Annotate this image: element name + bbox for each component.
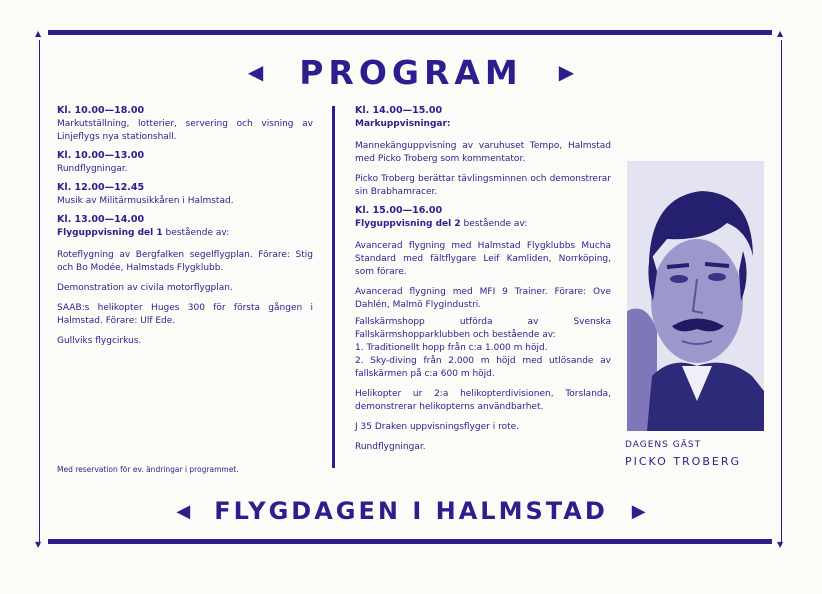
bottom-bar [48, 539, 772, 544]
program-block [355, 104, 611, 131]
block-heading: Markuppvisningar: [355, 119, 451, 129]
list-item: Gullviks flygcirkus. [57, 336, 142, 346]
corner-tick-icon: ▼ [35, 540, 42, 549]
portrait-illustration [627, 161, 764, 431]
program-block [355, 204, 611, 231]
right-frame-line [781, 40, 782, 545]
block-heading: Flyguppvisning del 1 [57, 228, 163, 238]
guest-photo [627, 161, 764, 431]
program-block [57, 213, 313, 240]
footer-title: FLYGDAGEN I HALMSTAD [214, 497, 608, 525]
list-item: Rundflygningar. [355, 442, 426, 452]
program-block [57, 149, 313, 176]
list-item: SAAB:s helikopter Huges 300 för första gången i Halmstad. Förare: Ulf Ede. [57, 303, 313, 326]
time-label: Kl. 15.00—16.00 [355, 205, 443, 216]
left-column [57, 104, 313, 355]
list-item: Avancerad flygning med Halmstad Flygklubbs Mucha Standard med fältflygare Leif Kamliden, Norrköping, som förare. [355, 241, 611, 277]
left-frame-line [39, 40, 40, 545]
block-heading: Flyguppvisning del 2 [355, 219, 461, 229]
arrow-right-icon: ▶ [558, 60, 575, 84]
block-text: Musik av Militärmusikkåren i Halmstad. [57, 196, 234, 206]
column-divider [332, 106, 335, 468]
footer [0, 494, 822, 528]
list-item: Fallskärmshopp utförda av Svenska Fallskärmshopparklubben och bestående av: [355, 317, 611, 340]
reservation-note: Med reservation för ev. ändringar i programmet. [57, 465, 239, 474]
list-item: Avancerad flygning med MFI 9 Trainer. Förare: Ove Dahlén, Malmö Flygindustri. [355, 287, 611, 310]
time-label: Kl. 13.00—14.00 [57, 214, 145, 225]
corner-tick-icon: ▲ [777, 29, 784, 38]
guest-label: DAGENS GÄST [625, 440, 702, 450]
list-item: Helikopter ur 2:a helikopterdivisionen, Torslanda, demonstrerar helikopterns användbarhet. [355, 389, 611, 412]
list-item: Roteflygning av Bergfalken segelflygplan. Förare: Stig och Bo Modée, Halmstads Flygklubb. [57, 250, 313, 273]
list-item: Demonstration av civila motorflygplan. [57, 283, 233, 293]
time-label: Kl. 12.00—12.45 [57, 182, 145, 193]
time-label: Kl. 10.00—18.00 [57, 105, 145, 116]
program-block [57, 181, 313, 208]
right-column [355, 104, 611, 461]
block-heading-rest: bestående av: [460, 219, 528, 229]
list-item: 2. Sky-diving från 2.000 m höjd med utlösande av fallskärmen på c:a 600 m höjd. [355, 356, 611, 379]
time-label: Kl. 10.00—13.00 [57, 150, 145, 161]
list-item: Picko Troberg berättar tävlingsminnen och demonstrerar sin Brabhamracer. [355, 174, 611, 197]
corner-tick-icon: ▲ [35, 29, 42, 38]
list-item: J 35 Draken uppvisningsflyger i rote. [355, 422, 520, 432]
arrow-left-icon: ◀ [247, 60, 264, 84]
list-item: 1. Traditionellt hopp från c:a 1.000 m höjd. [355, 343, 548, 353]
arrow-left-icon: ◀ [176, 500, 191, 522]
time-label: Kl. 14.00—15.00 [355, 105, 443, 116]
header [0, 52, 822, 92]
corner-tick-icon: ▼ [777, 540, 784, 549]
page-title: PROGRAM [299, 52, 523, 92]
block-text: Markutställning, lotterier, servering och visning av Linjeflygs nya stationshall. [57, 119, 313, 142]
program-block [57, 104, 313, 144]
block-heading-rest: bestående av: [162, 228, 230, 238]
top-bar [48, 30, 772, 35]
arrow-right-icon: ▶ [631, 500, 646, 522]
guest-name: PICKO TROBERG [625, 455, 742, 468]
list-item: Mannekänguppvisning av varuhuset Tempo, Halmstad med Picko Troberg som kommentator. [355, 141, 611, 164]
block-text: Rundflygningar. [57, 164, 128, 174]
